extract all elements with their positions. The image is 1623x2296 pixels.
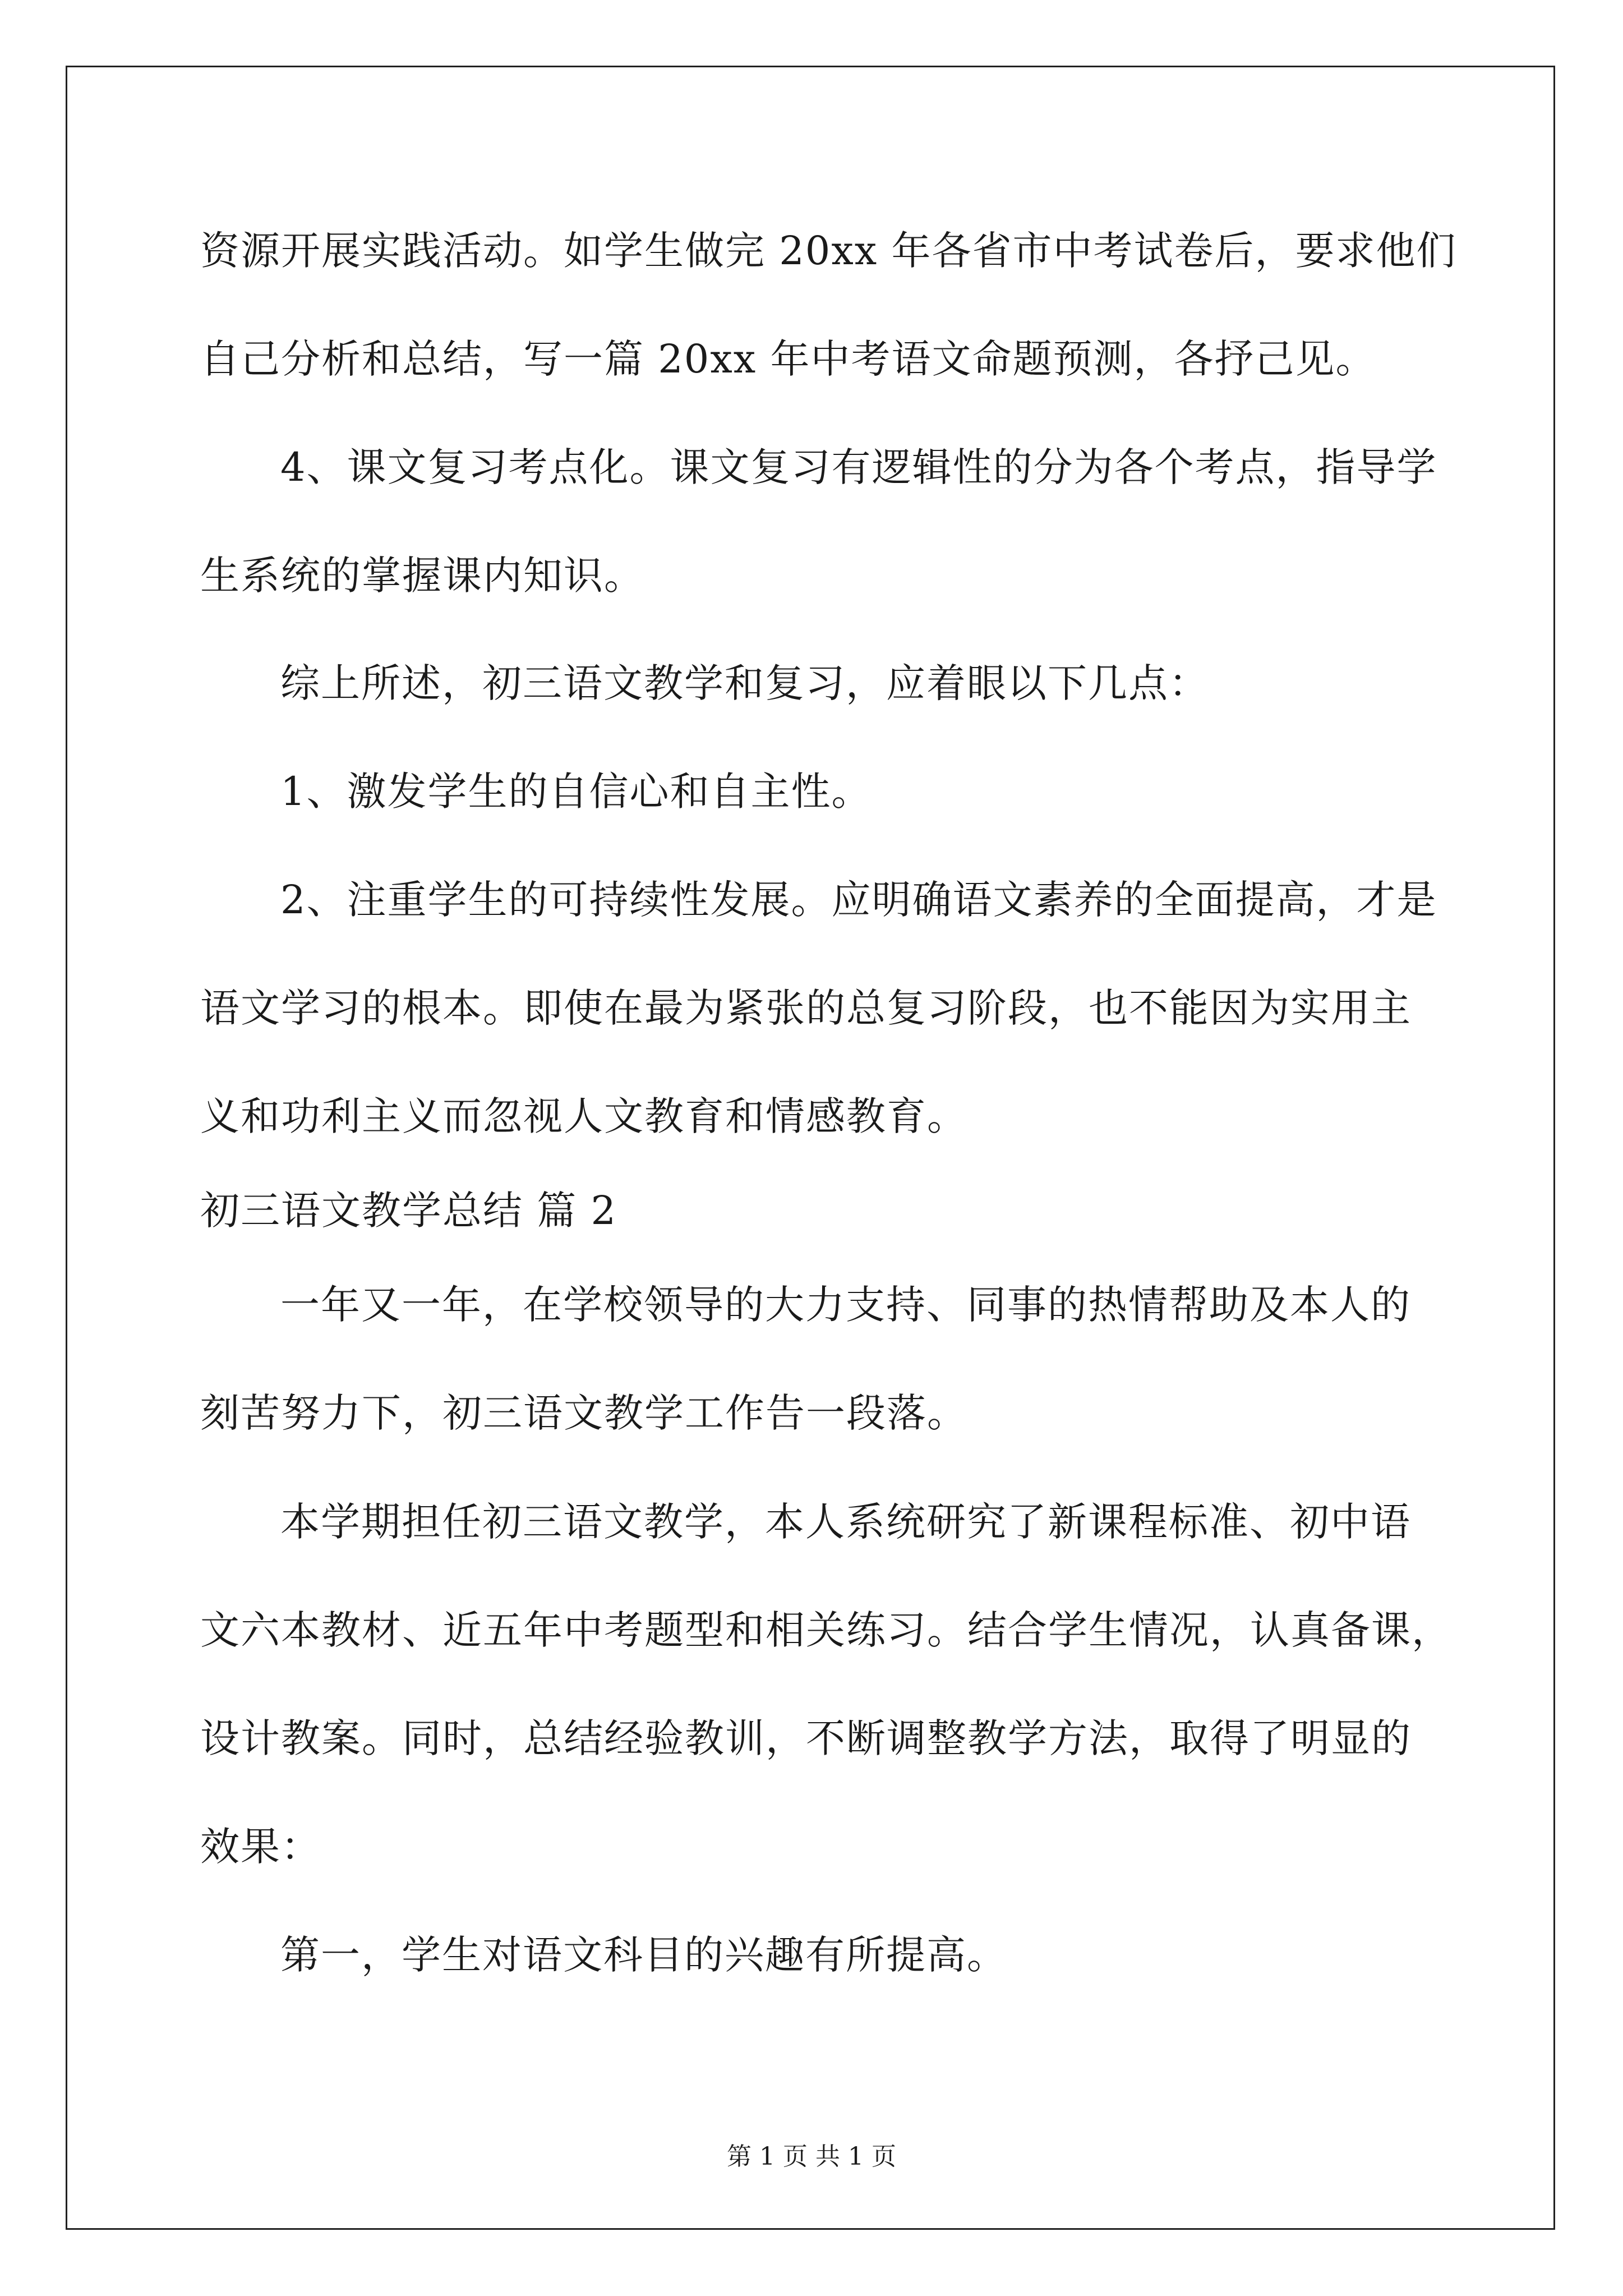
body-text-line: 资源开展实践活动。如学生做完 20xx 年各省市中考试卷后，要求他们 bbox=[200, 228, 1457, 274]
body-text-line: 自己分析和总结，写一篇 20xx 年中考语文命题预测，各抒己见。 bbox=[200, 336, 1376, 382]
page-number-footer: 第 1 页 共 1 页 bbox=[727, 2142, 896, 2171]
body-text-line: 语文学习的根本。即使在最为紧张的总复习阶段，也不能因为实用主 bbox=[200, 985, 1412, 1031]
body-text-line: 文六本教材、近五年中考题型和相关练习。结合学生情况，认真备课， bbox=[200, 1607, 1452, 1653]
body-text-line: 第一，学生对语文科目的兴趣有所提高。 bbox=[280, 1932, 1007, 1978]
body-text-line: 效果： bbox=[200, 1824, 321, 1870]
body-text-line: 2、注重学生的可持续性发展。应明确语文素养的全面提高，才是 bbox=[280, 877, 1437, 923]
body-text-line: 一年又一年，在学校领导的大力支持、同事的热情帮助及本人的 bbox=[280, 1282, 1411, 1328]
page-border bbox=[66, 66, 1555, 2230]
section-heading: 初三语文教学总结 篇 2 bbox=[200, 1188, 617, 1234]
body-text-line: 义和功利主义而忽视人文教育和情感教育。 bbox=[200, 1093, 967, 1139]
body-text-line: 本学期担任初三语文教学，本人系统研究了新课程标准、初中语 bbox=[280, 1499, 1411, 1545]
body-text-line: 1、激发学生的自信心和自主性。 bbox=[280, 769, 872, 815]
body-text-line: 综上所述，初三语文教学和复习，应着眼以下几点： bbox=[280, 660, 1209, 706]
body-text-line: 4、课文复习考点化。课文复习有逻辑性的分为各个考点，指导学 bbox=[280, 444, 1437, 490]
body-text-line: 设计教案。同时，总结经验教训，不断调整教学方法，取得了明显的 bbox=[200, 1715, 1412, 1761]
body-text-line: 生系统的掌握课内知识。 bbox=[200, 553, 644, 599]
body-text-line: 刻苦努力下，初三语文教学工作告一段落。 bbox=[200, 1390, 967, 1436]
